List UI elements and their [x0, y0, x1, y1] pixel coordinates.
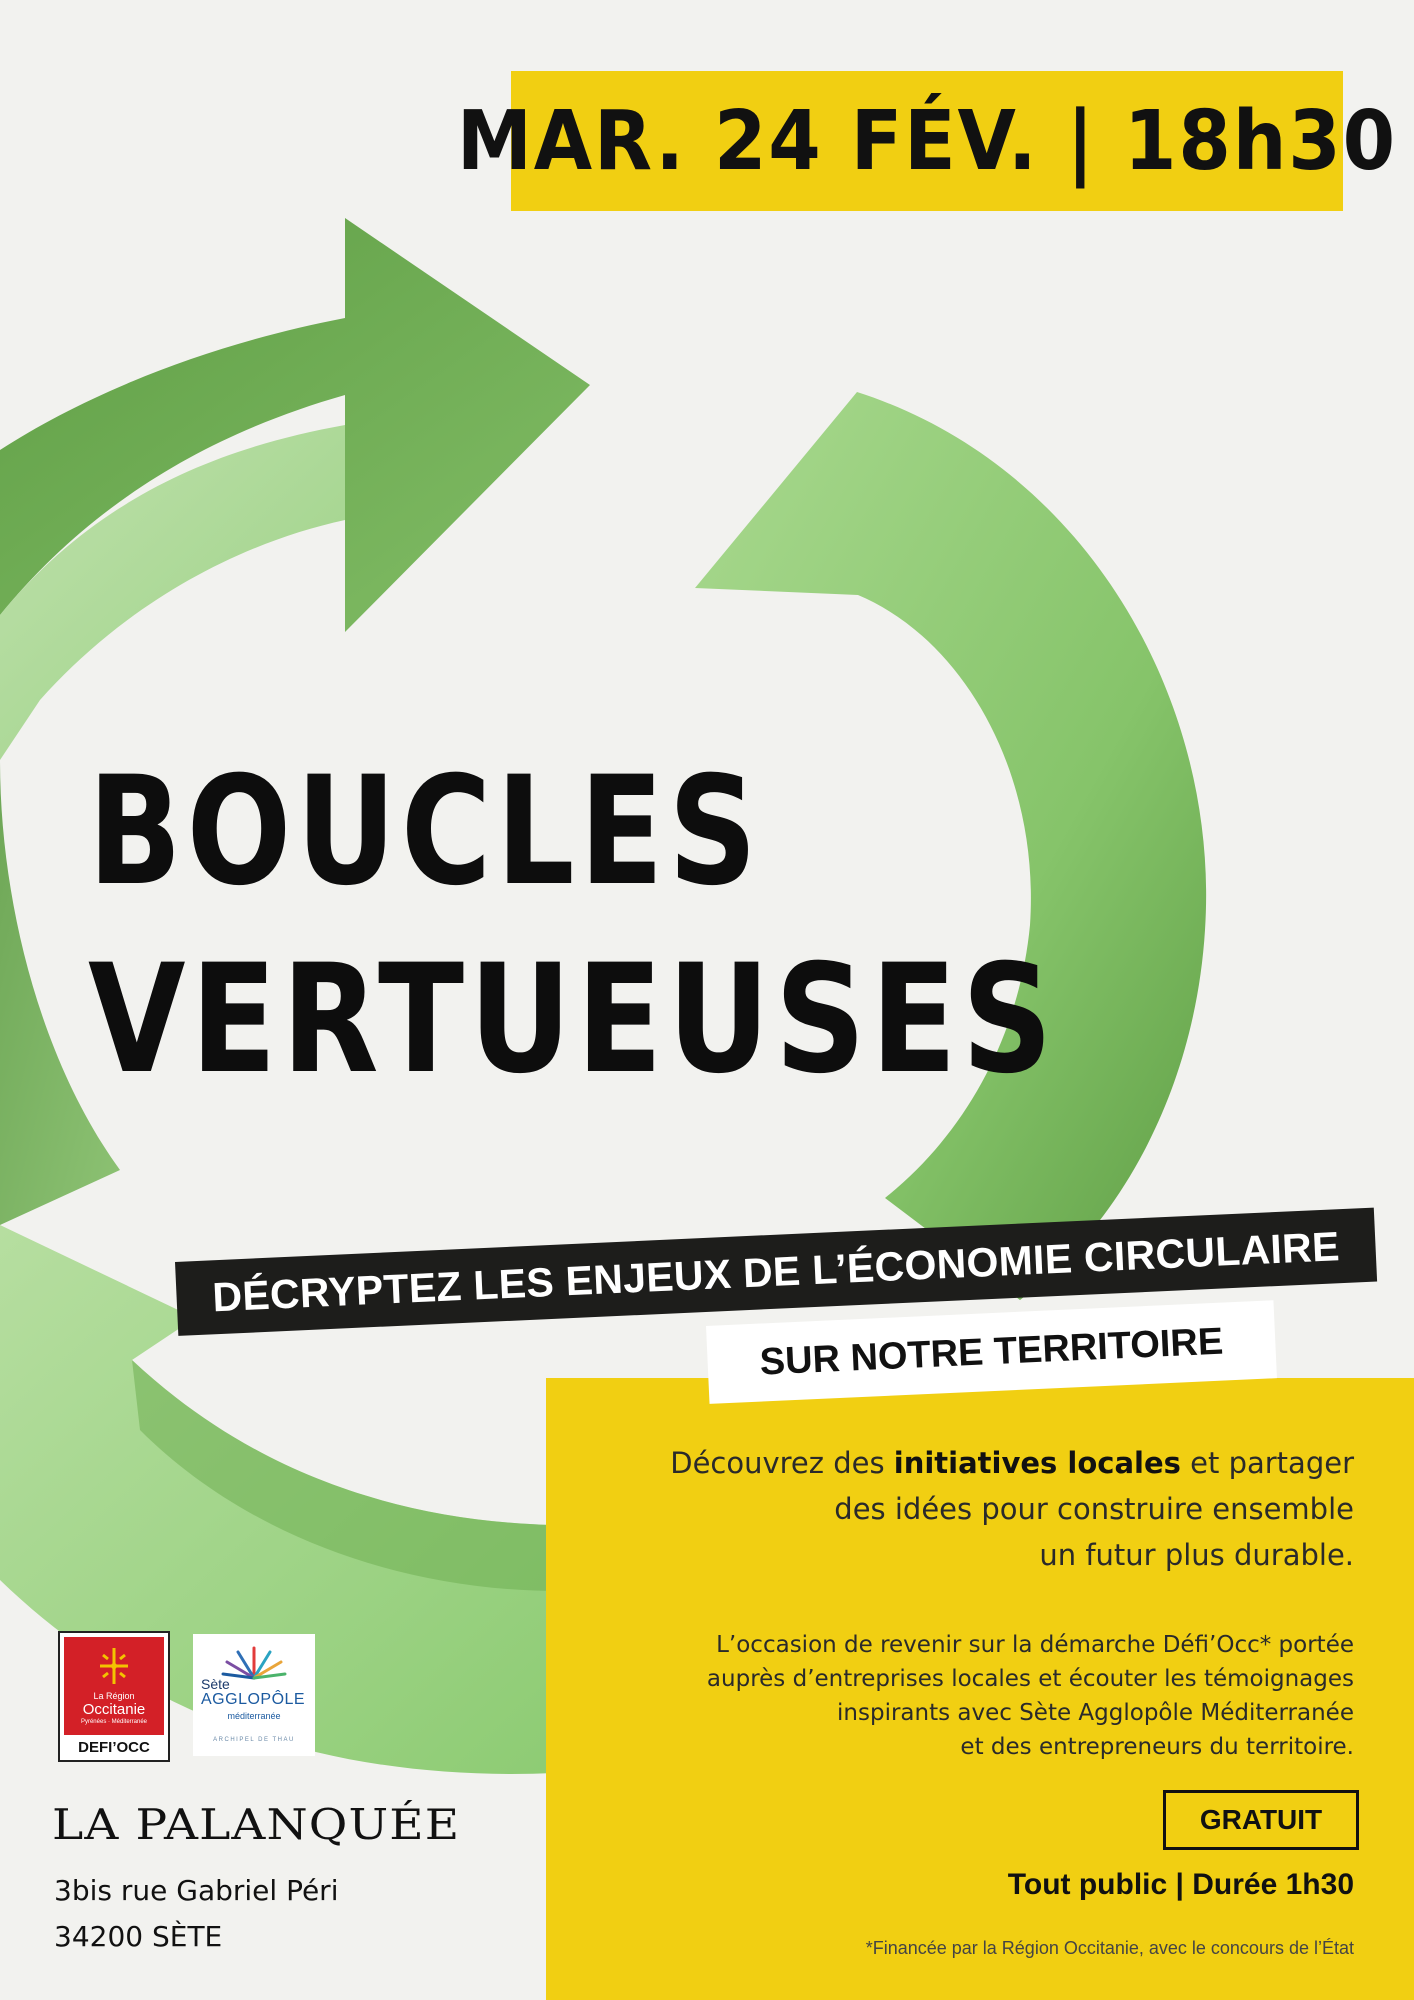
subtitle-line-2: SUR NOTRE TERRITOIRE [758, 1320, 1225, 1384]
occitanie-text-2: Occitanie [82, 1701, 146, 1718]
title-line-1: BOUCLES [88, 745, 762, 919]
details-text [554, 1628, 1354, 1764]
intro-line-2: des idées pour construire ensemble [834, 1492, 1354, 1526]
title-line-2: VERTUEUSES [88, 933, 1058, 1107]
intro-before: Découvrez des [670, 1446, 894, 1480]
details-line-3: inspirants avec Sète Agglopôle Méditerranée [837, 1700, 1354, 1726]
sete-text-1: Sète [201, 1676, 230, 1692]
sete-text-2: AGGLOPÔLE [201, 1691, 306, 1708]
sete-agglopole-logo [193, 1634, 315, 1756]
event-title [88, 738, 1088, 1114]
sete-text-3: méditerranée [227, 1711, 281, 1721]
region-occitanie-logo [58, 1631, 170, 1762]
date-banner [456, 71, 1398, 211]
occitan-cross-icon [97, 1645, 131, 1687]
venue-name: LA PALANQUÉE [52, 1800, 461, 1849]
event-date-time: MAR. 24 FÉV. | 18h30 [456, 93, 1398, 189]
intro-after: et partager [1180, 1446, 1354, 1480]
details-line-2: auprès d’entreprises locales et écouter les témoignages [706, 1666, 1354, 1692]
address-line-2: 34200 SÈTE [54, 1920, 223, 1953]
intro-bold: initiatives locales [893, 1446, 1181, 1480]
intro-text [554, 1440, 1354, 1578]
funding-footnote: *Financée par la Région Occitanie, avec le concours de l’État [865, 1938, 1354, 1958]
price-badge: GRATUIT [1163, 1790, 1359, 1850]
details-line-1: L’occasion de revenir sur la démarche Défi’Occ* portée [716, 1632, 1354, 1658]
intro-line-1 [554, 1440, 1354, 1486]
subtitle-line-1: DÉCRYPTEZ LES ENJEUX DE L’ÉCONOMIE CIRCULAIRE [211, 1222, 1341, 1320]
address-line-1: 3bis rue Gabriel Péri [54, 1874, 339, 1907]
intro-line-3: un futur plus durable. [1039, 1538, 1354, 1572]
audience-duration: Tout public | Durée 1h30 [1007, 1868, 1354, 1901]
venue-address [54, 1868, 338, 1960]
details-line-4: et des entrepreneurs du territoire. [960, 1734, 1354, 1760]
occitanie-text-3: Pyrénées · Méditerranée [80, 1719, 148, 1725]
occitanie-text-1: La Région [93, 1691, 135, 1701]
sete-text-4: ARCHIPEL DE THAU [213, 1737, 295, 1743]
defi-occ-caption: DEFI’OCC [78, 1739, 150, 1756]
occitanie-red-block [64, 1637, 164, 1735]
